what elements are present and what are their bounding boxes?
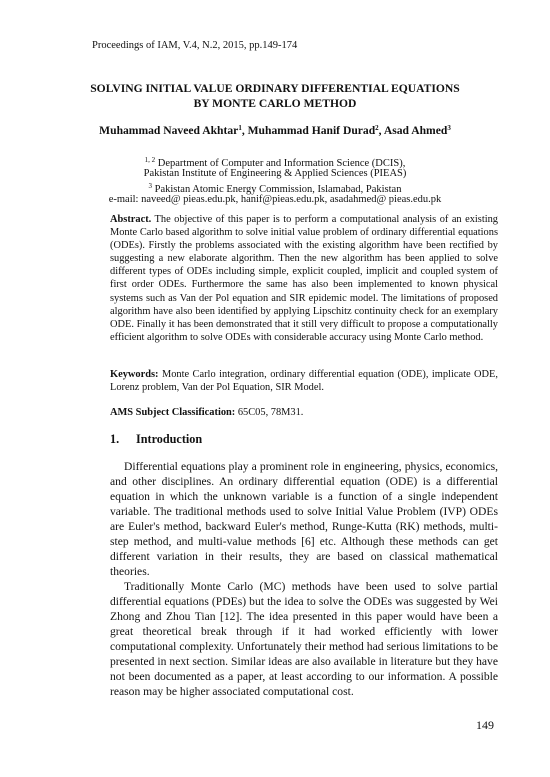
affiliation-line: $^{1, 2}$ Department of Computer and Information Science (DCIS), [144,156,406,169]
section-body [110,459,498,699]
section-title: Introduction [136,432,203,446]
paper-title-line-1: SOLVING INITIAL VALUE ORDINARY DIFFERENTIAL EQUATIONS [90,82,460,95]
affiliation-line: $^3$ Pakistan Atomic Energy Commission, Islamabad, Pakistan [148,182,402,195]
body-paragraph: Traditionally Monte Carlo (MC) methods have been used to solve partial differential equations (PDEs) but the idea to solve the ODEs was suggested by Wei Zhong and Zhou Tian [12]. The idea presented in this paper would have been a great theoretical break through if it had worked efficiently with lower computational complexity. Unfortunately their method had serious limitations to be presented in next section. Similar ideas are also available in literature but they have not been documented as a paper, at least according to our information. A possible reason may be higher associated computational cost. [110,580,498,698]
author-affiliation-mark: 3 [447,124,451,132]
section-heading [110,432,202,447]
section-number: 1. [110,432,120,446]
author-name: Muhammad Naveed Akhtar [99,124,239,137]
ams-codes: 65C05, 78M31. [235,407,304,418]
abstract-text: The objective of this paper is to perform a computational analysis of an existing Monte Carlo based algorithm to solve initial value problem of ordinary differential equations (ODEs). Firstly the problems associated with the existing algorithm have been rectified by suggesting a new elaborate algorithm. Then the new algorithm has been applied to solve different types of ODEs including simple, explicit coupled, implicit and coupled system of first order ODEs. Furthermore the same has also been implemented to known physical systems such as Van der Pol equation and SIR epidemic model. The limitations of proposed algorithm have also been identified by applying Lipschitz continuity check for an exemplary ODE. Finally it has been demonstrated that it still very difficult to propose a computationally efficient algorithm to solve ODEs with considerable accuracy using Monte Carlo method. [110,214,498,343]
keywords-text: Monte Carlo integration, ordinary differential equation (ODE), implicate ODE, Lorenz problem, Van der Pol Equation, SIR Model. [110,369,498,394]
affiliation-mark: 1, 2 [144,156,156,164]
paper-title-line-2: BY MONTE CARLO METHOD [193,97,357,110]
running-head: Proceedings of IAM, V.4, N.2, 2015, pp.149-174 [92,40,298,51]
affiliation-line: Pakistan Institute of Engineering & Applied Sciences (PIEAS) [143,168,407,179]
keywords-label: Keywords: [110,369,159,380]
abstract-label: Abstract. [110,214,152,225]
author-list: Muhammad Naveed Akhtar$^1$, Muhammad Hanif Durad$^2$, Asad Ahmed$^3$ [99,124,451,137]
author-emails: e-mail: naveed@ pieas.edu.pk, hanif@pieas.edu.pk, asadahmed@ pieas.edu.pk [108,194,442,205]
ams-classification [110,406,498,419]
keywords [110,368,498,394]
author-affiliation-mark: 2 [375,124,379,132]
body-paragraph: Differential equations play a prominent role in engineering, physics, economics, and other disciplines. An ordinary differential equation (ODE) is a differential equation in which the unknown variable is a function of a single independent variable. The traditional methods used to solve Initial Value Problem (IVP) ODEs are Euler's method, backward Euler's method, Runge-Kutta (RK) methods, multi-step method, and multi-value methods [6] etc. Although these methods can get different variation in their results, they are based on classical mathematical theories. [110,460,498,578]
author-affiliation-mark: 1 [238,124,242,132]
author-name: Muhammad Hanif Durad [247,124,376,137]
affiliation-mark: 3 [148,182,153,190]
author-name: Asad Ahmed [383,124,448,137]
abstract [110,213,498,344]
page-number: 149 [476,718,494,732]
ams-label: AMS Subject Classification: [110,407,236,418]
